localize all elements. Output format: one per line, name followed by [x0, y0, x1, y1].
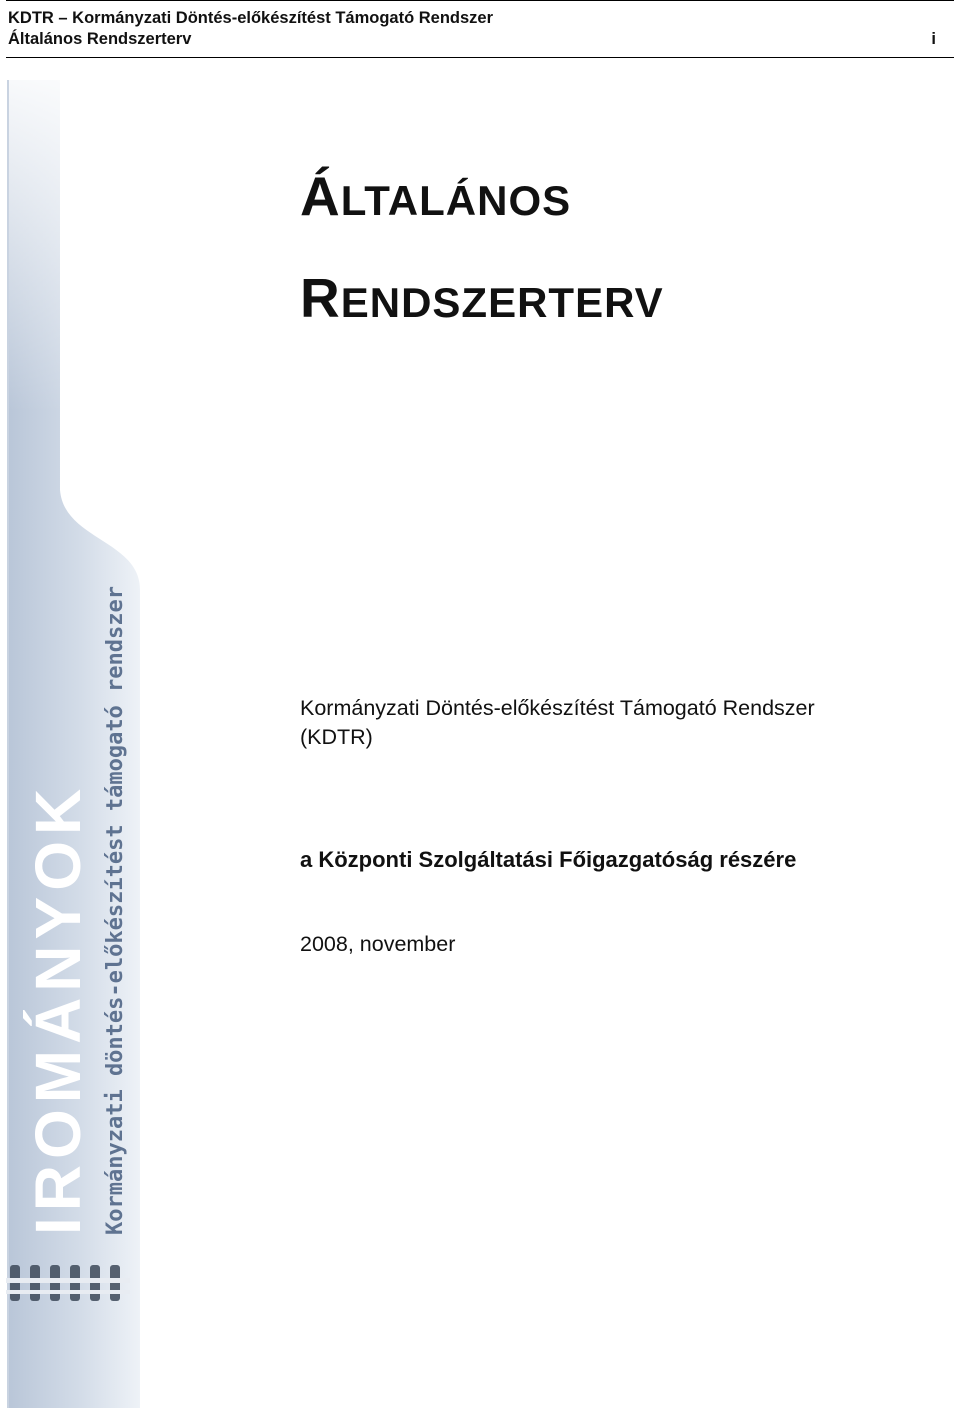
title-line-1-initial: Á [300, 165, 341, 227]
page-header [6, 0, 954, 58]
header-document-subtitle: Általános Rendszerterv [8, 30, 192, 48]
title-line-1 [300, 164, 571, 228]
title-line-2 [300, 266, 664, 330]
header-document-title: KDTR – Kormányzati Döntés-előkészítést Támogató Rendszer [8, 9, 494, 27]
document-date: 2008, november [300, 932, 456, 956]
recipient: a Központi Szolgáltatási Főigazgatóság részére [300, 847, 797, 872]
title-line-2-initial: R [300, 267, 341, 329]
header-page-number: i [931, 30, 936, 48]
svg-text:IROMÁNYOK: IROMÁNYOK [22, 782, 94, 1235]
system-name-line-2: (KDTR) [300, 725, 373, 749]
svg-text:Kormányzati döntés-előkészítés: Kormányzati döntés-előkészítést támogató rendszer [103, 585, 128, 1235]
system-name-line-1: Kormányzati Döntés-előkészítést Támogató Rendszer [300, 696, 815, 720]
iromanyok-logo [0, 70, 160, 1408]
title-line-2-rest: ENDSZERTERV [340, 279, 664, 326]
system-name [300, 694, 815, 752]
title-line-1-rest: LTALÁNOS [340, 177, 572, 224]
